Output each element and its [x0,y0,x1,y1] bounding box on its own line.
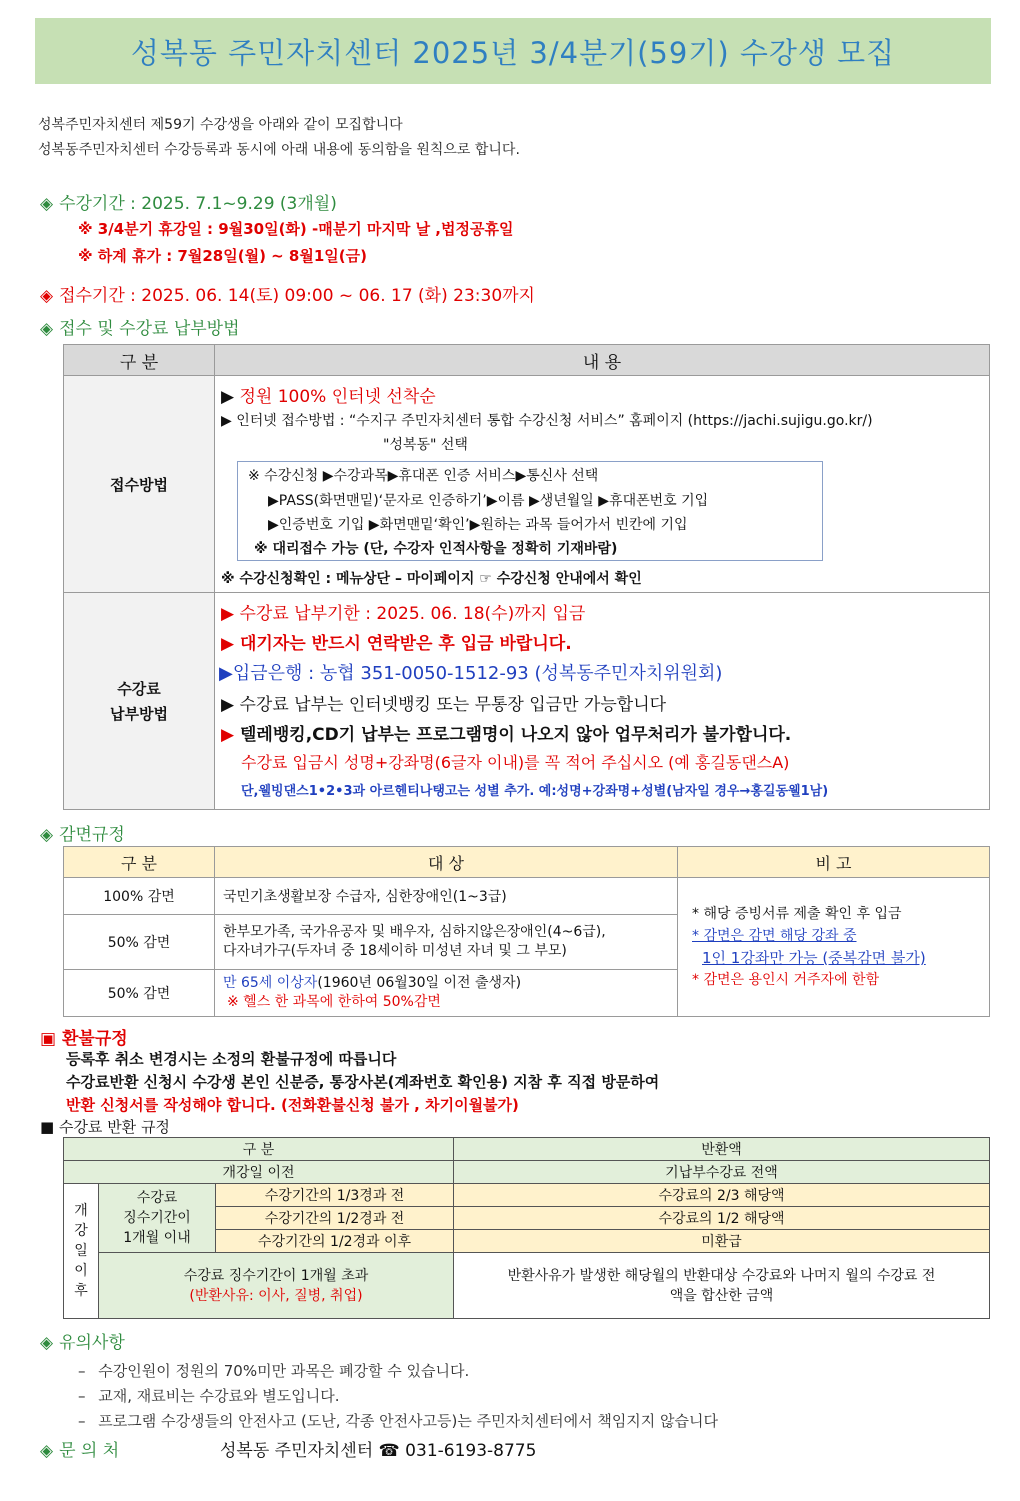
intro-line-1: 성복주민자치센터 제59기 수강생을 아래와 같이 모집합니다 [38,117,403,133]
after-start-label: 개강일이후 [64,1184,99,1319]
arrow-icon: ▶ [221,387,240,407]
how-to-apply-box: ※ 수강신청 ▶수강과목▶휴대폰 인증 서비스▶통신사 선택 ▶PASS(화면맨밑)‘문자로 인증하기’▶이름 ▶생년월일 ▶휴대폰번호 기입 ▶인증번호 기입 ▶화면맨밑‘확인’▶원하는 과목 들어가서 빈칸에 기입 ※ 대리접수 가능 (단, 수강자 인적사항을 정확히 기재바람) [237,461,823,561]
list-item: – 수강인원이 정원의 70%미만 과목은 폐강할 수 있습니다. [78,1362,470,1380]
table-row: 수강기간의 1/3경과 전 [216,1184,454,1207]
registration-table [63,344,990,810]
refund-sub-heading: ■ 수강료 반환 규정 [40,1118,170,1136]
table-row: 수강기간의 1/2경과 전 [216,1207,454,1230]
refund-table: 구 분 반환액 개강일 이전 기납부수강료 전액 개강일이후 수강료 징수기간이 1개월 이내 수강기간의 1/3경과 전 수강료의 2/3 해당액 수강기간의 1/2경과 전 수강료의 1/2 해당액 수강기간의 1/2경과 이후 미환급 수강료 징수기간이 1개월 초과 (반환사유: 이사, 질병, 취업) 반환사유가 발생한 해당월의 반환대상 수강료와 나머지 월의 수강료 전 액을 합산한 금액 [63,1137,990,1319]
registration-content: ▶ 정원 100% 인터넷 선착순 ▶ 인터넷 접수방법 : “수지구 주민자치센터 통합 수강신청 서비스” 홈페이지 (https://jachi.sujigu.go.kr/) "성복동" 선택 ※ 수강신청 ▶수강과목▶휴대폰 인증 서비스▶통신사 선택 ▶PASS(화면맨밑)‘문자로 인증하기’▶이름 ▶생년월일 ▶휴대폰번호 기입 ▶인증번호 기입 ▶화면맨밑‘확인’▶원하는 과목 들어가서 빈칸에 기입 ※ 대리접수 가능 (단, 수강자 인적사항을 정확히 기재바람) ※ 수강신청확인 : 메뉴상단 – 마이페이지 ☞ 수강신청 안내에서 확인 [215,376,990,593]
table-header: 대 상 [215,847,678,878]
holiday-note: ※ 3/4분기 휴강일 : 9월30일(화) -매분기 마지막 날 ,법정공휴일 [78,220,514,238]
diamond-icon: ◈ [40,825,54,845]
arrow-icon: ▶ [221,695,240,715]
contact-info: 성복동 주민자치센터 ☎ 031-6193-8775 [220,1441,537,1461]
intro-line-2: 성복동주민자치센터 수강등록과 동시에 아래 내용에 동의함을 원칙으로 합니다. [38,142,520,158]
table-header: 비 고 [678,847,990,878]
refund-heading: ▣ 환불규정 [40,1029,128,1049]
row-label-payment: 수강료 납부방법 [64,593,215,810]
discount-heading: ◈ 감면규정 [40,825,125,845]
payment-heading: ◈ 접수 및 수강료 납부방법 [40,319,240,339]
arrow-icon: ▶ [221,725,240,745]
table-header: 구 분 [64,847,215,878]
payment-content: ▶ 수강료 납부기한 : 2025. 06. 18(수)까지 입금 ▶ 대기자는 반드시 연락받은 후 입금 바랍니다. ▶입금은행 : 농협 351-0050-1512-93 (성복동주민자치위원회) ▶ 수강료 납부는 인터넷뱅킹 또는 무통장 입금만 가능합니다 ▶ 텔레뱅킹,CD기 납부는 프로그램명이 나오지 않아 업무처리가 불가합니다. 수강료 입금시 성명+강좌명(6글자 이내)를 꼭 적어 주십시오 (예 홍길동댄스A) 단,웰빙댄스1•2•3과 아르헨티나탱고는 성별 추가. 예:성명+강좌명+성별(남자일 경우→홍길동웰1남) [215,593,990,810]
diamond-icon: ◈ [40,194,54,214]
table-header: 반환액 [454,1138,990,1161]
table-row: 수강기간의 1/2경과 이후 [216,1230,454,1253]
summer-break-note: ※ 하계 휴가 : 7월28일(월) ~ 8월1일(금) [78,247,367,265]
reception-heading: ◈ 접수기간 : 2025. 06. 14(토) 09:00 ~ 06. 17 (화) 23:30까지 [40,286,535,306]
discount-table: 구 분 대 상 비 고 100% 감면 국민기초생활보장 수급자, 심한장애인(1~3급) * 해당 증빙서류 제출 확인 후 입금 * 감면은 감면 해당 강좌 중 1인 1강좌만 가능 (중복감면 불가) * 감면은 용인시 거주자에 한함 50% 감면 한부모가족, 국가유공자 및 배우자, 심하지않은장애인(4~6급), 다자녀가구(두자녀 중 18세이하 미성년 자녀 및 그 부모) 50% 감면 만 65세 이상자(1960년 06월30일 이전 출생자) ※ 헬스 한 과목에 한하여 50%감면 [63,846,990,1017]
contact-heading: ◈ 문 의 처 [40,1441,120,1461]
table-row: 50% 감면 [64,970,215,1017]
table-header: 구 분 [64,345,215,376]
table-row: 개강일 이전 [64,1161,454,1184]
table-row: 50% 감면 [64,915,215,970]
square-icon: ▣ [40,1029,62,1049]
diamond-icon: ◈ [40,1333,54,1353]
diamond-icon: ◈ [40,286,54,306]
arrow-icon: ▶ [221,413,237,429]
discount-remarks: * 해당 증빙서류 제출 확인 후 입금 * 감면은 감면 해당 강좌 중 1인 1강좌만 가능 (중복감면 불가) * 감면은 용인시 거주자에 한함 [678,878,990,1017]
diamond-icon: ◈ [40,1441,54,1461]
table-row: 수강료 징수기간이 1개월 초과 (반환사유: 이사, 질병, 취업) [99,1253,454,1319]
cautions-heading: ◈ 유의사항 [40,1333,125,1353]
table-row: 100% 감면 [64,878,215,915]
list-item: – 교재, 재료비는 수강료와 별도입니다. [78,1387,340,1405]
table-header: 구 분 [64,1138,454,1161]
page-title: 성복동 주민자치센터 2025년 3/4분기(59기) 수강생 모집 [35,18,991,84]
table-header: 내 용 [215,345,990,376]
row-label-registration: 접수방법 [64,376,215,593]
arrow-icon: ▶ [221,604,240,624]
arrow-icon: ▶ [219,663,233,684]
square-bullet-icon: ■ [40,1118,59,1136]
list-item: – 프로그램 수강생들의 안전사고 (도난, 각종 안전사고등)는 주민자치센터에서 책임지지 않습니다 [78,1412,719,1430]
arrow-icon: ▶ [221,634,240,654]
period-heading: ◈ 수강기간 : 2025. 7.1~9.29 (3개월) [40,194,337,214]
diamond-icon: ◈ [40,319,54,339]
